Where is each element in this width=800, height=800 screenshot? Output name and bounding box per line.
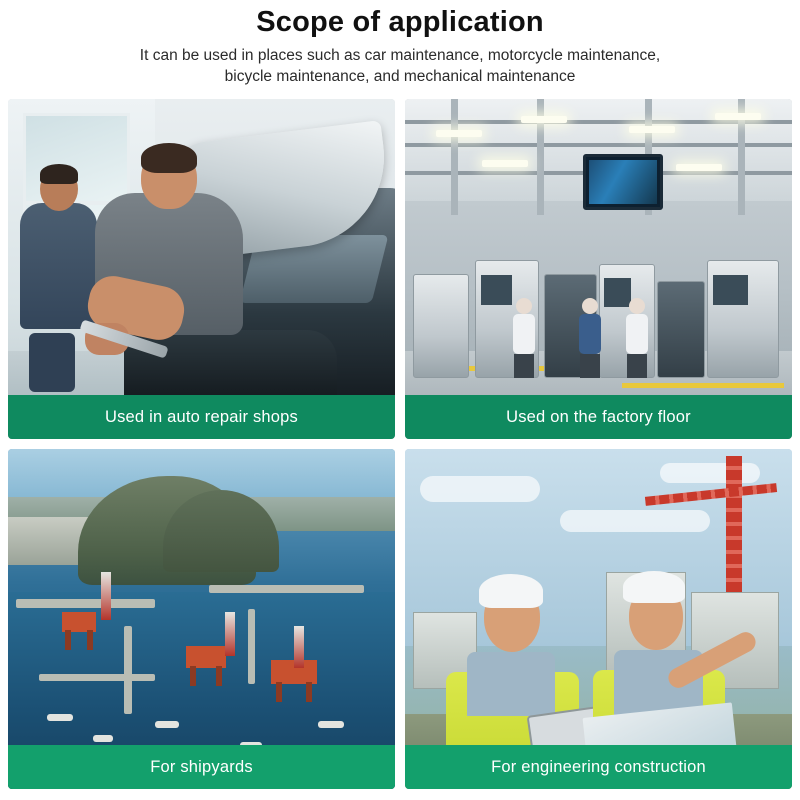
application-grid [4,99,796,789]
card-shipyards[interactable] [8,449,395,789]
oil-rig [62,612,96,632]
factory-monitor [583,154,663,210]
factory-worker [579,298,601,378]
oil-rig [186,646,226,668]
header [4,0,796,88]
card-factory-floor[interactable] [405,99,792,439]
photo-auto-repair [8,99,395,439]
factory-worker [626,298,648,378]
foreground-technician [85,147,240,392]
hard-hat-icon [479,574,543,608]
photo-shipyard [8,449,395,789]
card-engineering-construction[interactable] [405,449,792,789]
hard-hat-icon [623,571,685,603]
page-title: Scope of application [256,6,544,38]
page-subtitle: It can be used in places such as car maintenance, motorcycle maintenance, bicycle maintenance, and mechanical maintenance [139,47,661,86]
card-caption: For engineering construction [405,745,792,789]
factory-worker [513,298,535,378]
card-caption: Used on the factory floor [405,395,792,439]
card-caption: For shipyards [8,745,395,789]
photo-engineering-construction [405,449,792,789]
card-auto-repair[interactable] [8,99,395,439]
photo-factory-floor [405,99,792,439]
card-caption: Used in auto repair shops [8,395,395,439]
